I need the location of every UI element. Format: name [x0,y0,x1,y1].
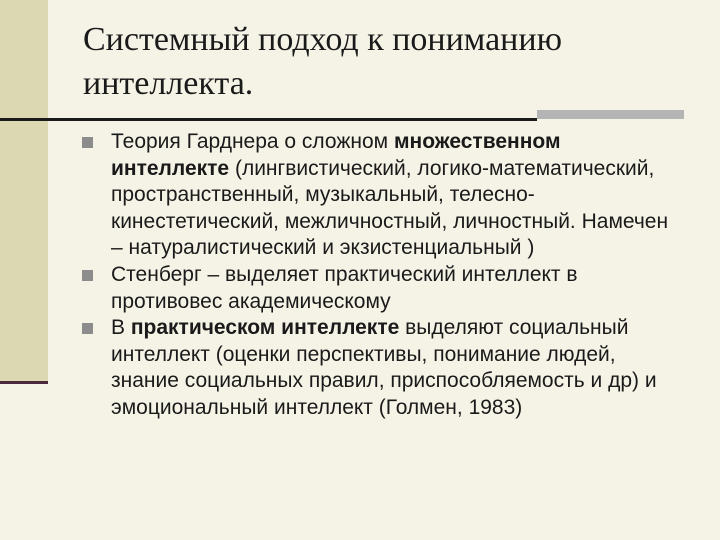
bullet-list [80,129,680,422]
square-bullet-icon [82,137,93,148]
square-bullet-icon [82,323,93,334]
bullet-text: (лингвистический, логико-математический, пространственный, музыкальный, телесно-кинестетический, межличностный, личностный. Намечен – натуралистический и экзистенциальный ) [111,156,669,260]
bullet-emphasis: множественном интеллекте [111,130,561,180]
title-accent-bar [537,110,684,119]
slide-title: Системный подход к пониманию интеллекта. [83,21,562,102]
bullet-item-sternberg [80,262,680,315]
title-underline [0,118,537,121]
decorative-band-line [0,381,48,384]
decorative-left-band [0,0,48,383]
bullet-item-practical [80,315,680,421]
square-bullet-icon [82,270,93,281]
bullet-text: В [111,316,131,340]
bullet-item-gardner [80,129,680,262]
bullet-emphasis: практическом интеллекте [130,316,400,340]
bullet-text: Теория Гарднера о сложном [111,130,394,153]
bullet-text: выделяют социальный интеллект (оценки перспективы, понимание людей, знание социальных правил, приспособляемость и др) и эмоциональный интеллект (Голмен, 1983) [111,316,657,419]
bullet-text: Стенберг – выделяет практический интеллект в противовес академическому [111,262,578,313]
